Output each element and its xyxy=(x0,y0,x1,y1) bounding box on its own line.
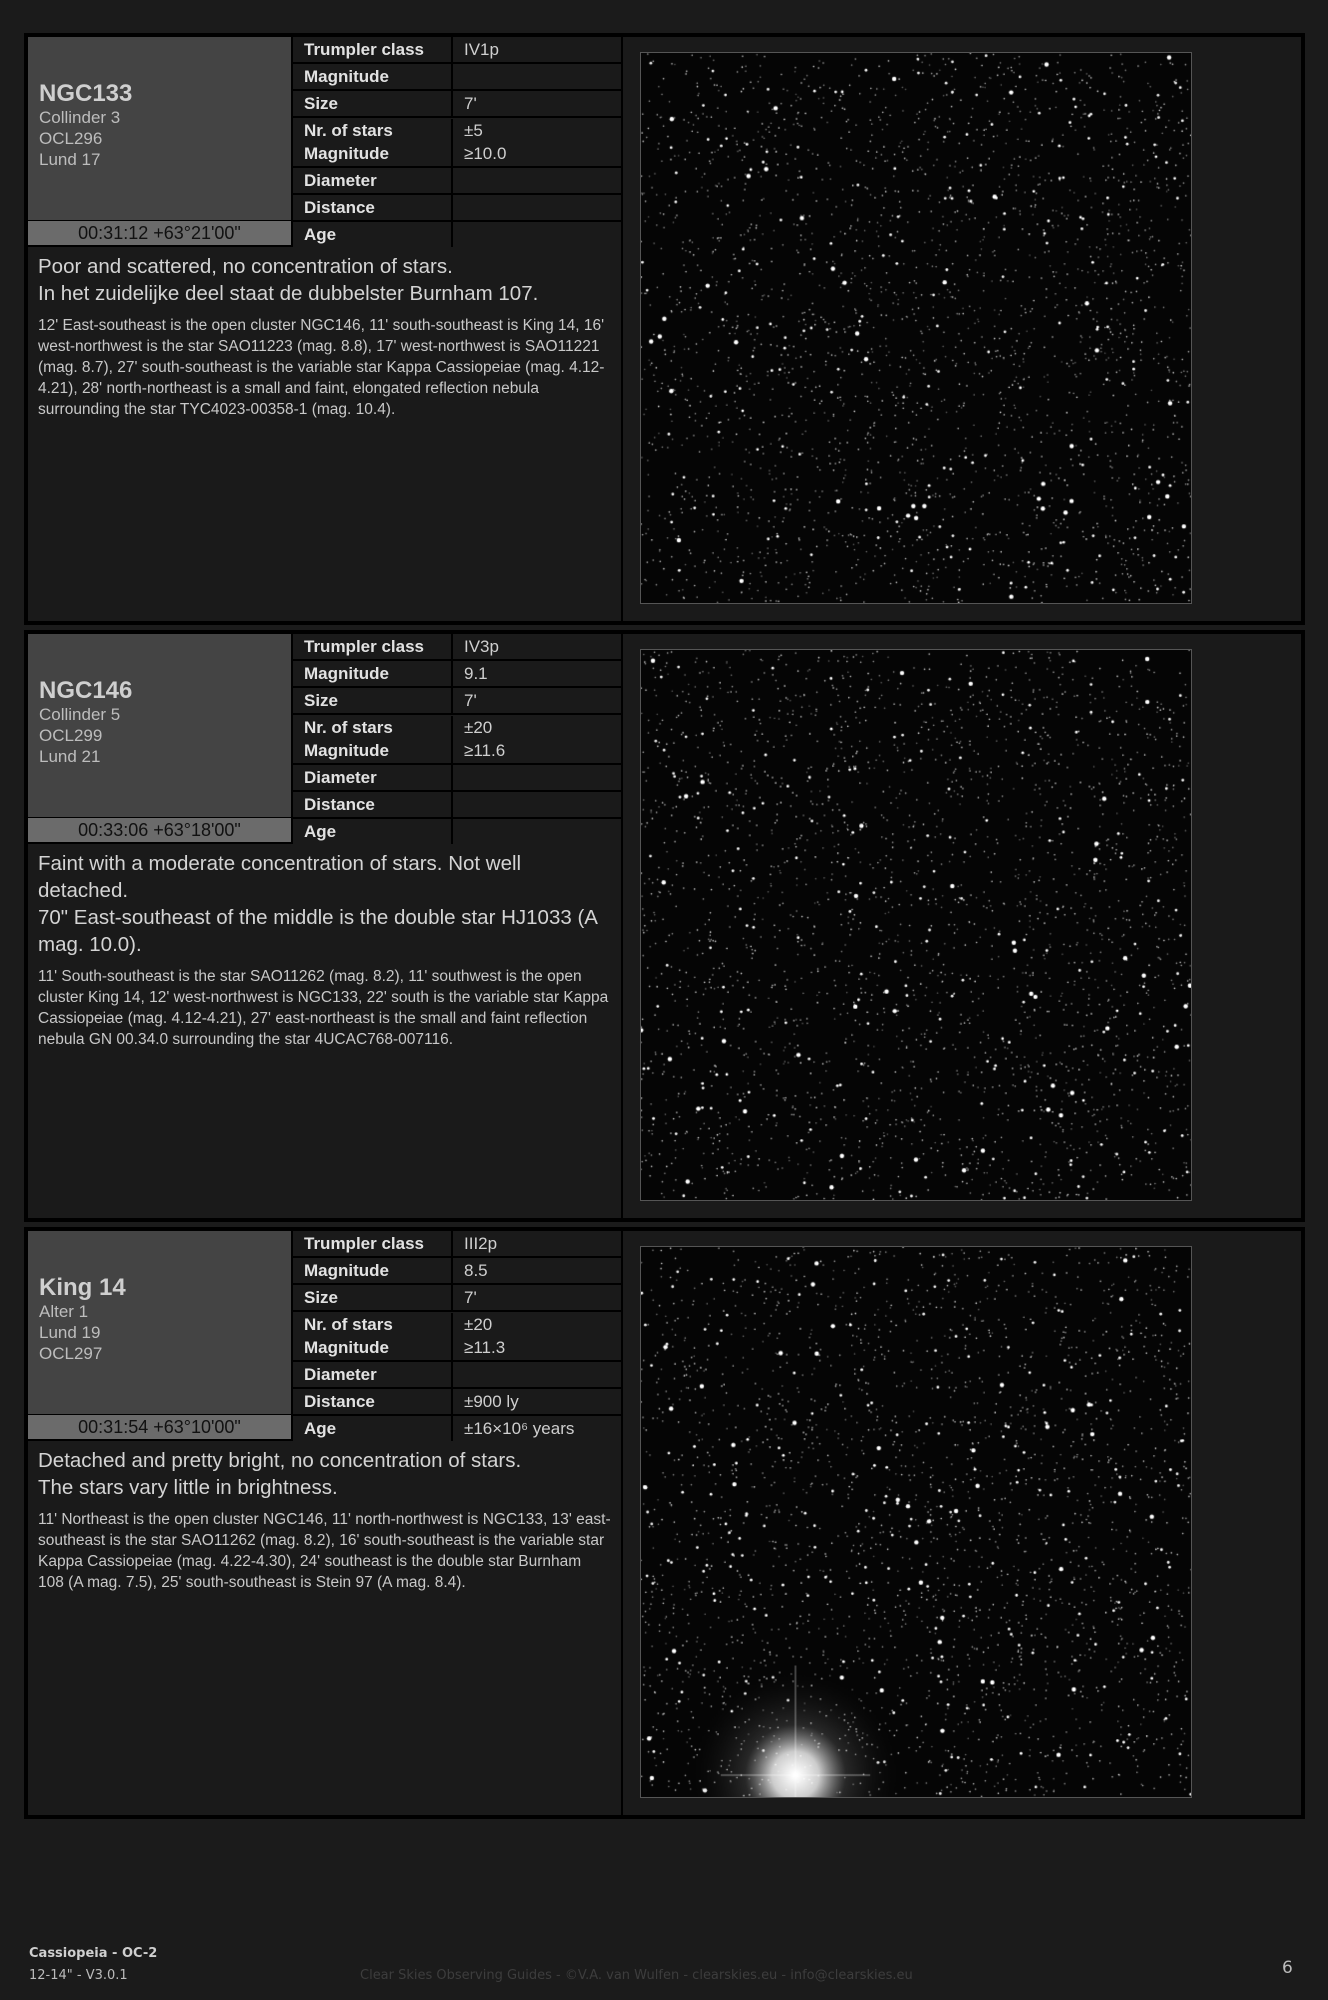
row-stars xyxy=(293,715,621,763)
summary-line: Faint with a moderate concentration of stars. Not well detached. xyxy=(38,852,522,902)
trumpler-label: Trumpler class xyxy=(293,1231,453,1256)
stars-values xyxy=(453,716,621,763)
trumpler-label: Trumpler class xyxy=(293,37,453,62)
row-magnitude xyxy=(293,64,621,89)
starfield-photo xyxy=(640,649,1192,1201)
star-magnitude-value: ≥11.6 xyxy=(464,741,506,760)
distance-label: Distance xyxy=(293,1389,453,1414)
size-label: Size xyxy=(293,688,453,713)
magnitude-label: Magnitude xyxy=(293,661,453,686)
row-size xyxy=(293,1285,621,1310)
details-text: 11' Northeast is the open cluster NGC146, 11' north-northwest is NGC133, 13' east-southeast is the star SAO11262 (mag. 8.2), 16' south-southeast is the variable star Kappa Cassiopeiae (mag. 4.22-4.30), 24' southeast is the double star Burnham 108 (A mag. 7.5), 25' south-southeast is Stein 97 (A mag. 8.4). xyxy=(38,1511,611,1591)
star-magnitude-label: Magnitude xyxy=(304,144,389,163)
row-stars xyxy=(293,118,621,166)
size-value: 7' xyxy=(464,1288,477,1307)
distance-value xyxy=(453,792,621,817)
nr-stars-label: Nr. of stars xyxy=(304,1315,393,1334)
trumpler-value: III2p xyxy=(464,1234,498,1253)
magnitude-value: 8.5 xyxy=(464,1261,488,1280)
footer-version: 12-14" - V3.0.1 xyxy=(29,1968,128,1983)
row-diameter xyxy=(293,765,621,790)
row-age xyxy=(293,1416,621,1441)
row-stars xyxy=(293,1312,621,1360)
object-alias: Lund 17 xyxy=(39,150,101,169)
starfield-photo xyxy=(640,52,1192,604)
object-coordinates: 00:33:06 +63°18'00" xyxy=(28,818,291,842)
magnitude-label: Magnitude xyxy=(293,1258,453,1283)
object-name-box xyxy=(28,37,291,220)
page-number: 6 xyxy=(1282,1958,1293,1978)
object-description xyxy=(28,247,621,621)
object-properties-table xyxy=(293,37,621,249)
object-properties-table xyxy=(293,634,621,846)
diameter-value xyxy=(453,168,621,193)
row-trumpler xyxy=(293,1231,621,1256)
summary-line: Detached and pretty bright, no concentration of stars. xyxy=(38,1449,522,1472)
row-trumpler xyxy=(293,634,621,659)
star-magnitude-label: Magnitude xyxy=(304,1338,389,1357)
nr-stars-value: ±20 xyxy=(464,718,493,737)
image-area xyxy=(623,1231,1301,1815)
row-magnitude xyxy=(293,1258,621,1283)
object-coordinates: 00:31:54 +63°10'00" xyxy=(28,1415,291,1439)
details-text: 12' East-southeast is the open cluster NGC146, 11' south-southeast is King 14, 16' west-northwest is the star SAO11223 (mag. 8.8), 17' west-northwest is SAO11221 (mag. 8.7), 27' south-southeast is the variable star Kappa Cassiopeiae (mag. 4.12-4.21), 28' north-northeast is a small and faint, elongated reflection nebula surrounding the star TYC4023-00358-1 (mag. 10.4). xyxy=(38,317,605,418)
object-alias: Alter 1 xyxy=(39,1302,89,1321)
row-diameter xyxy=(293,1362,621,1387)
diameter-value xyxy=(453,1362,621,1387)
age-value xyxy=(453,819,621,844)
summary-line: The stars vary little in brightness. xyxy=(38,1476,338,1499)
row-age xyxy=(293,222,621,247)
size-value: 7' xyxy=(464,691,477,710)
object-properties-table xyxy=(293,1231,621,1443)
footer-credits: Clear Skies Observing Guides - ©V.A. van Wulfen - clearskies.eu - info@clearskies.eu xyxy=(360,1968,913,1983)
stars-labels xyxy=(293,119,453,166)
summary-line: Poor and scattered, no concentration of stars. xyxy=(38,255,453,278)
star-magnitude-value: ≥11.3 xyxy=(464,1338,506,1357)
stars-labels xyxy=(293,1313,453,1360)
trumpler-label: Trumpler class xyxy=(293,634,453,659)
object-name: King 14 xyxy=(39,1274,126,1301)
object-alias: OCL296 xyxy=(39,129,103,148)
magnitude-value: 9.1 xyxy=(464,664,488,683)
star-magnitude-label: Magnitude xyxy=(304,741,389,760)
row-distance xyxy=(293,1389,621,1414)
object-name: NGC146 xyxy=(39,677,133,704)
age-label: Age xyxy=(293,1416,453,1441)
diameter-label: Diameter xyxy=(293,168,453,193)
object-description xyxy=(28,1441,621,1815)
nr-stars-value: ±20 xyxy=(464,1315,493,1334)
object-alias: Lund 21 xyxy=(39,747,101,766)
summary-line: 70" East-southeast of the middle is the double star HJ1033 (A mag. 10.0). xyxy=(38,906,597,956)
nr-stars-value: ±5 xyxy=(464,121,483,140)
age-value xyxy=(453,222,621,247)
object-coordinates: 00:31:12 +63°21'00" xyxy=(28,221,291,245)
age-label: Age xyxy=(293,819,453,844)
stars-labels xyxy=(293,716,453,763)
object-panel xyxy=(24,33,1305,625)
row-size xyxy=(293,688,621,713)
object-name-box xyxy=(28,634,291,817)
image-area xyxy=(623,634,1301,1218)
footer-title: Cassiopeia - OC-2 xyxy=(29,1946,158,1961)
size-label: Size xyxy=(293,91,453,116)
object-panel xyxy=(24,630,1305,1222)
size-value: 7' xyxy=(464,94,477,113)
age-value: ±16×10⁶ years xyxy=(464,1419,575,1438)
image-area xyxy=(623,37,1301,621)
object-panel xyxy=(24,1227,1305,1819)
object-alias: OCL297 xyxy=(39,1344,103,1363)
summary-line: In het zuidelijke deel staat de dubbelster Burnham 107. xyxy=(38,282,539,305)
row-distance xyxy=(293,792,621,817)
size-label: Size xyxy=(293,1285,453,1310)
distance-label: Distance xyxy=(293,792,453,817)
row-diameter xyxy=(293,168,621,193)
row-magnitude xyxy=(293,661,621,686)
magnitude-value xyxy=(453,64,621,89)
diameter-label: Diameter xyxy=(293,1362,453,1387)
distance-value xyxy=(453,195,621,220)
object-alias: OCL299 xyxy=(39,726,103,745)
trumpler-value: IV3p xyxy=(464,637,499,656)
distance-value: ±900 ly xyxy=(464,1392,519,1411)
row-trumpler xyxy=(293,37,621,62)
object-name-box xyxy=(28,1231,291,1414)
diameter-label: Diameter xyxy=(293,765,453,790)
star-magnitude-value: ≥10.0 xyxy=(464,144,507,163)
row-distance xyxy=(293,195,621,220)
stars-values xyxy=(453,1313,621,1360)
magnitude-label: Magnitude xyxy=(293,64,453,89)
starfield-photo xyxy=(640,1246,1192,1798)
row-size xyxy=(293,91,621,116)
object-alias: Lund 19 xyxy=(39,1323,101,1342)
nr-stars-label: Nr. of stars xyxy=(304,718,393,737)
row-age xyxy=(293,819,621,844)
object-alias: Collinder 3 xyxy=(39,108,121,127)
diameter-value xyxy=(453,765,621,790)
object-alias: Collinder 5 xyxy=(39,705,121,724)
object-description xyxy=(28,844,621,1218)
object-name: NGC133 xyxy=(39,80,133,107)
distance-label: Distance xyxy=(293,195,453,220)
age-label: Age xyxy=(293,222,453,247)
trumpler-value: IV1p xyxy=(464,40,499,59)
nr-stars-label: Nr. of stars xyxy=(304,121,393,140)
stars-values xyxy=(453,119,621,166)
details-text: 11' South-southeast is the star SAO11262 (mag. 8.2), 11' southwest is the open cluster King 14, 12' west-northwest is NGC133, 22' south is the variable star Kappa Cassiopeiae (mag. 4.12-4.21), 27' east-northeast is the small and faint reflection nebula GN 00.34.0 surrounding the star 4UCAC768-007116. xyxy=(38,968,609,1048)
